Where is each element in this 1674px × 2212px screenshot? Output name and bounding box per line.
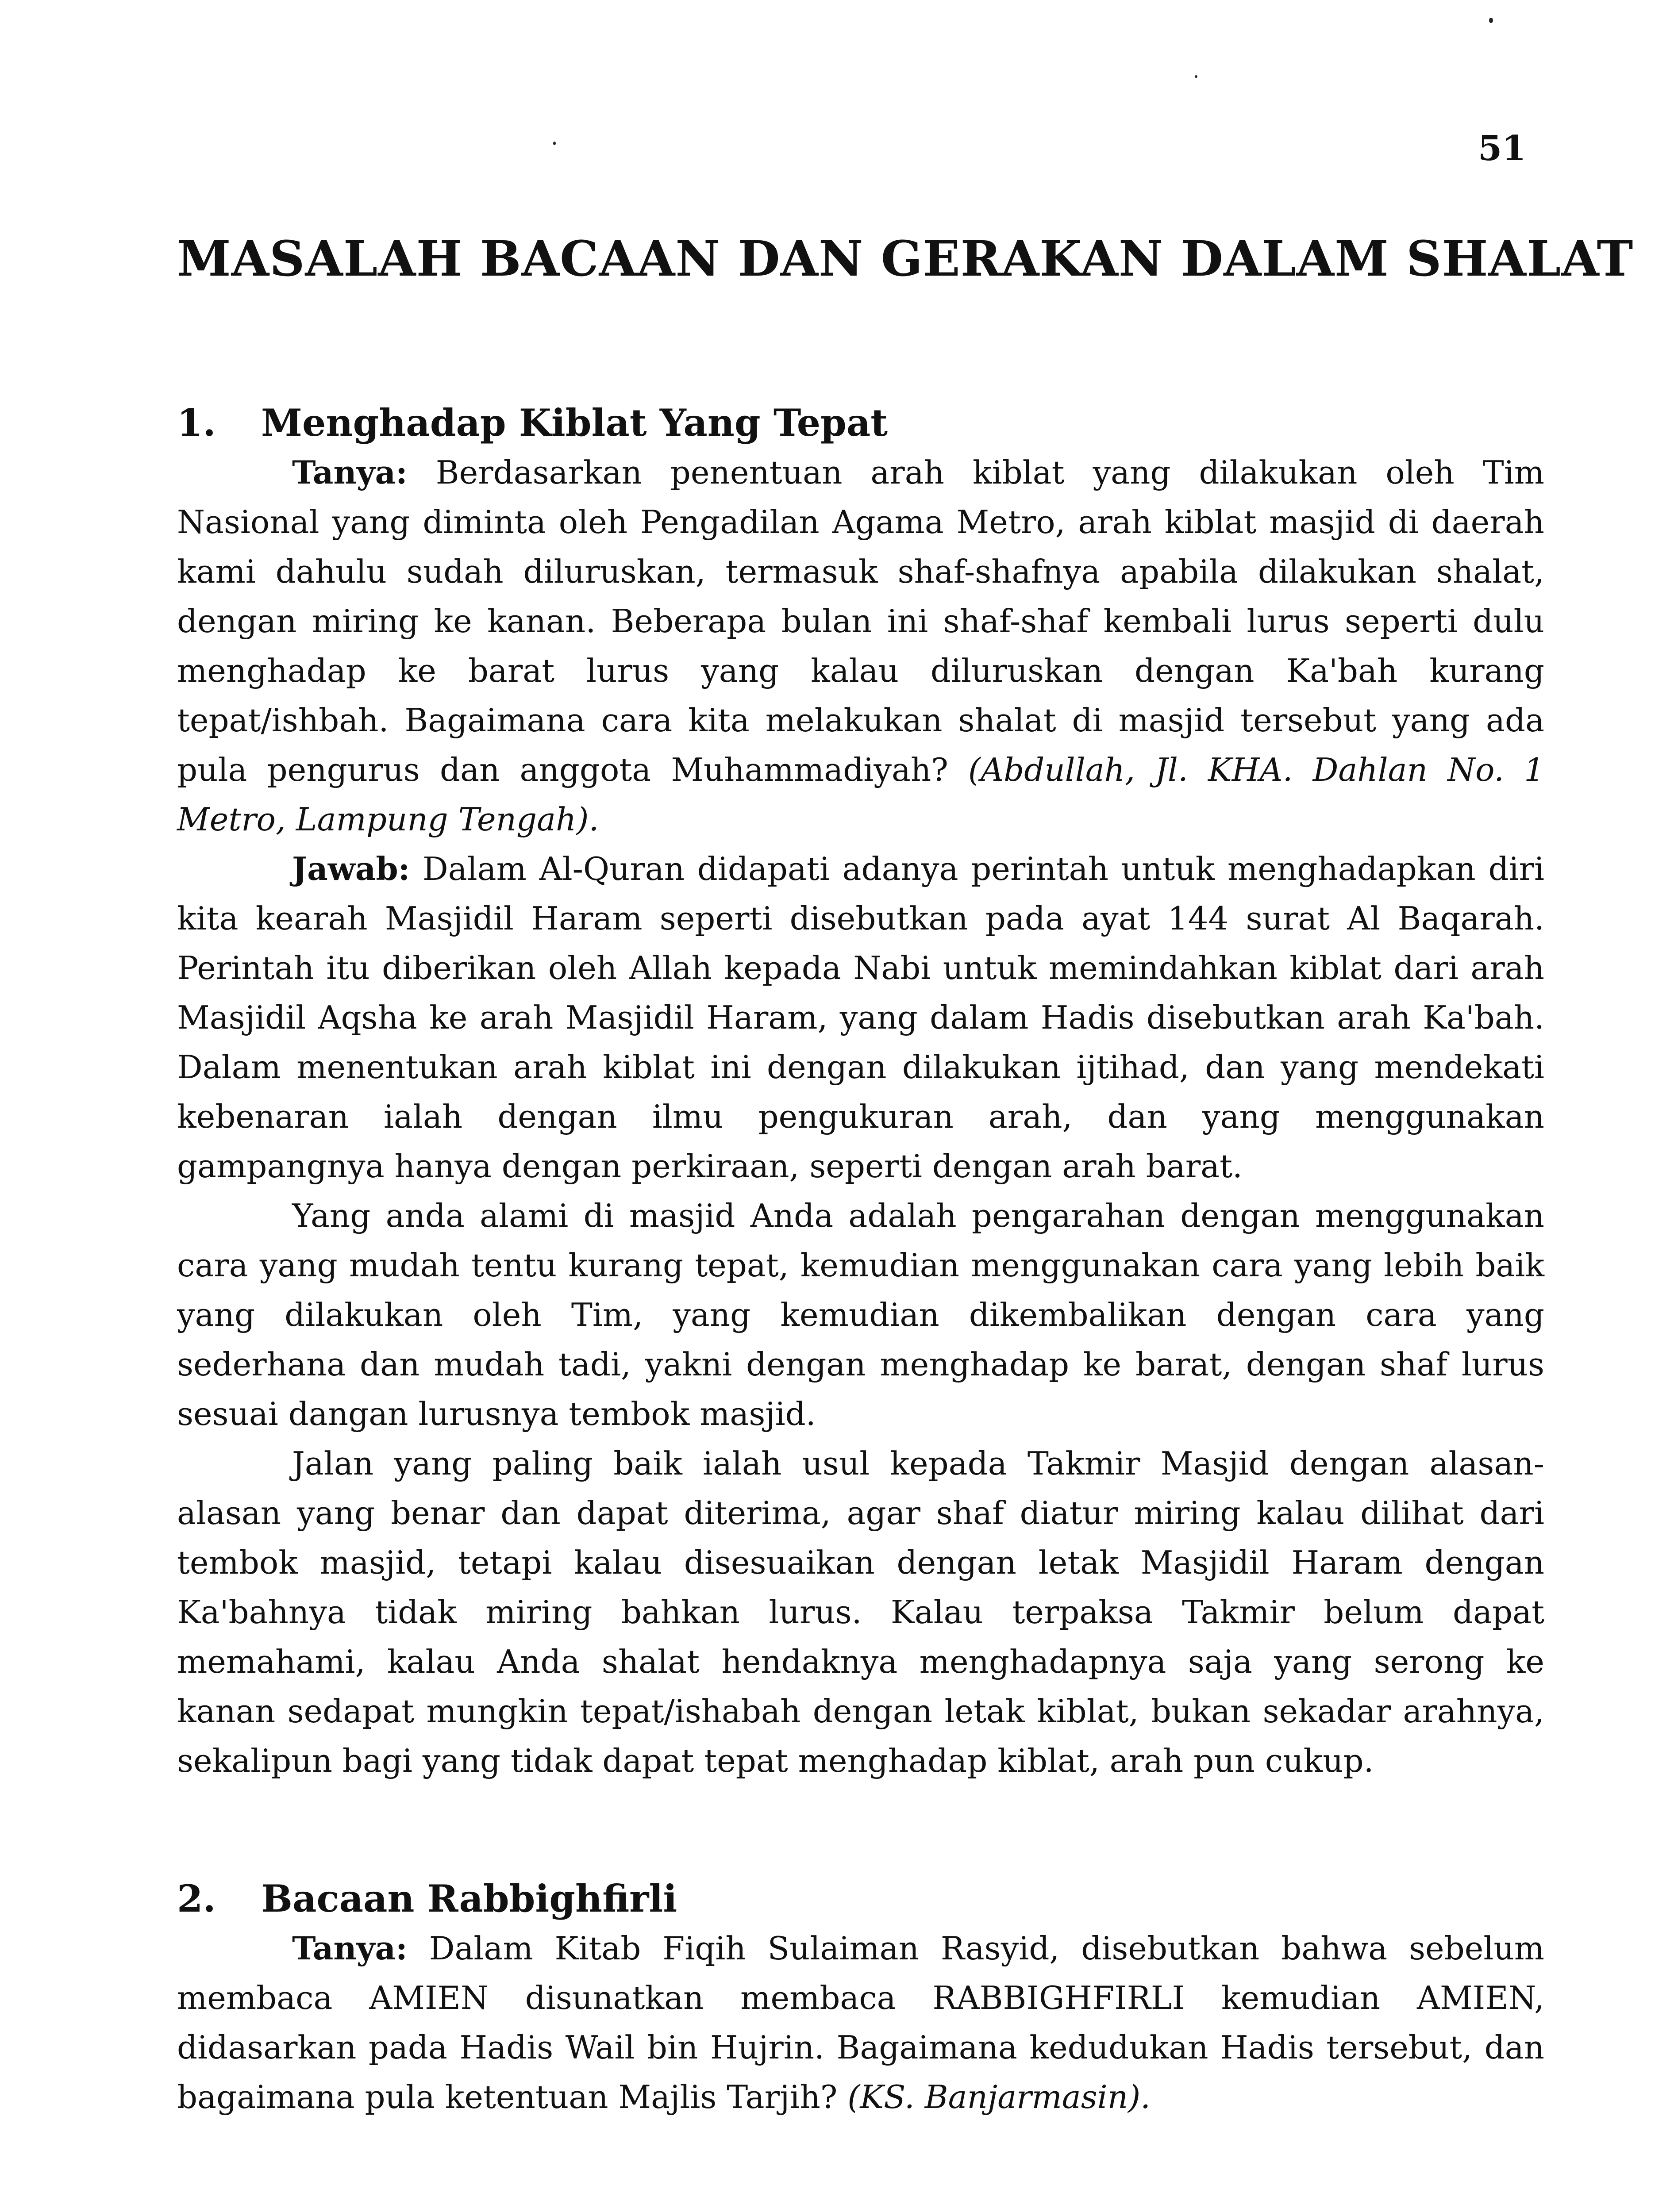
section-heading-2	[177, 1874, 1544, 1924]
answer-label: Jawab:	[292, 850, 410, 887]
question-citation: (KS. Banjarmasin).	[847, 2078, 1151, 2116]
question-paragraph	[177, 448, 1544, 844]
answer-text: Dalam Al-Quran didapati adanya perintah untuk menghadapkan diri kita kearah Masjidil Haram seperti disebutkan pada ayat 144 surat Al Baqarah. Perintah itu diberikan oleh Allah kepada Nabi untuk memindahkan kiblat dari arah Masjidil Aqsha ke arah Masjidil Haram, yang dalam Hadis disebutkan arah Ka'bah. Dalam menentukan arah kiblat ini dengan dilakukan ijtihad, dan yang mendekati kebenaran ialah dengan ilmu pengukuran arah, dan yang menggunakan gampangnya hanya dengan perkiraan, seperti dengan arah barat.	[177, 850, 1544, 1185]
section-number: 1.	[177, 401, 216, 445]
question-text: Dalam Kitab Fiqih Sulaiman Rasyid, disebutkan bahwa sebelum membaca AMIEN disunatkan membaca RABBIGHFIRLI kemudian AMIEN, didasarkan pada Hadis Wail bin Hujrin. Bagaimana kedudukan Hadis tersebut, dan bagaimana pula ketentuan Majlis Tarjih?	[177, 1930, 1544, 2116]
question-citation: (Abdullah, Jl. KHA. Dahlan No. 1 Metro, Lampung Tengah).	[177, 751, 1545, 838]
section-title: Bacaan Rabbighfirli	[261, 1877, 677, 1920]
page-content	[177, 398, 1544, 2122]
question-label: Tanya:	[292, 1929, 408, 1967]
question-label: Tanya:	[292, 453, 408, 491]
answer-paragraph	[177, 844, 1544, 1191]
page-number: 51	[1478, 128, 1526, 169]
question-text: Berdasarkan penentuan arah kiblat yang dilakukan oleh Tim Nasional yang diminta oleh Pengadilan Agama Metro, arah kiblat masjid di daerah kami dahulu sudah diluruskan, termasuk shaf-shafnya apabila dilakukan shalat, dengan miring ke kanan. Beberapa bulan ini shaf-shaf kembali lurus seperti dulu menghadap ke barat lurus yang kalau diluruskan dengan Ka'bah kurang tepat/ishbah. Bagaimana cara kita melakukan shalat di masjid tersebut yang ada pula pengurus dan anggota Muhammadiyah?	[177, 454, 1545, 788]
section-heading-1	[177, 398, 1544, 448]
scan-speck	[1195, 75, 1197, 78]
section-title: Menghadap Kiblat Yang Tepat	[261, 401, 888, 445]
scan-speck	[1489, 18, 1493, 23]
chapter-title: MASALAH BACAAN DAN GERAKAN DALAM SHALAT	[177, 230, 1634, 287]
body-paragraph: Jalan yang paling baik ialah usul kepada Takmir Masjid dengan alasan-alasan yang benar dan dapat diterima, agar shaf diatur miring kalau dilihat dari tembok masjid, tetapi kalau disesuaikan dengan letak Masjidil Haram dengan Ka'bahnya tidak miring bahkan lurus. Kalau terpaksa Takmir belum dapat memahami, kalau Anda shalat hendaknya menghadapnya saja yang serong ke kanan sedapat mungkin tepat/ishabah dengan letak kiblat, bukan sekadar arahnya, sekalipun bagi yang tidak dapat tepat menghadap kiblat, arah pun cukup.	[177, 1445, 1544, 1779]
body-paragraph: Yang anda alami di masjid Anda adalah pengarahan dengan menggunakan cara yang mudah tentu kurang tepat, kemudian menggunakan cara yang lebih baik yang dilakukan oleh Tim, yang kemudian dikembalikan dengan cara yang sederhana dan mudah tadi, yakni dengan menghadap ke barat, dengan shaf lurus sesuai dangan lurusnya tembok masjid.	[177, 1197, 1544, 1432]
question-paragraph	[177, 1924, 1544, 2122]
scan-speck	[553, 142, 556, 145]
section-spacer	[177, 1786, 1544, 1874]
section-number: 2.	[177, 1877, 216, 1920]
